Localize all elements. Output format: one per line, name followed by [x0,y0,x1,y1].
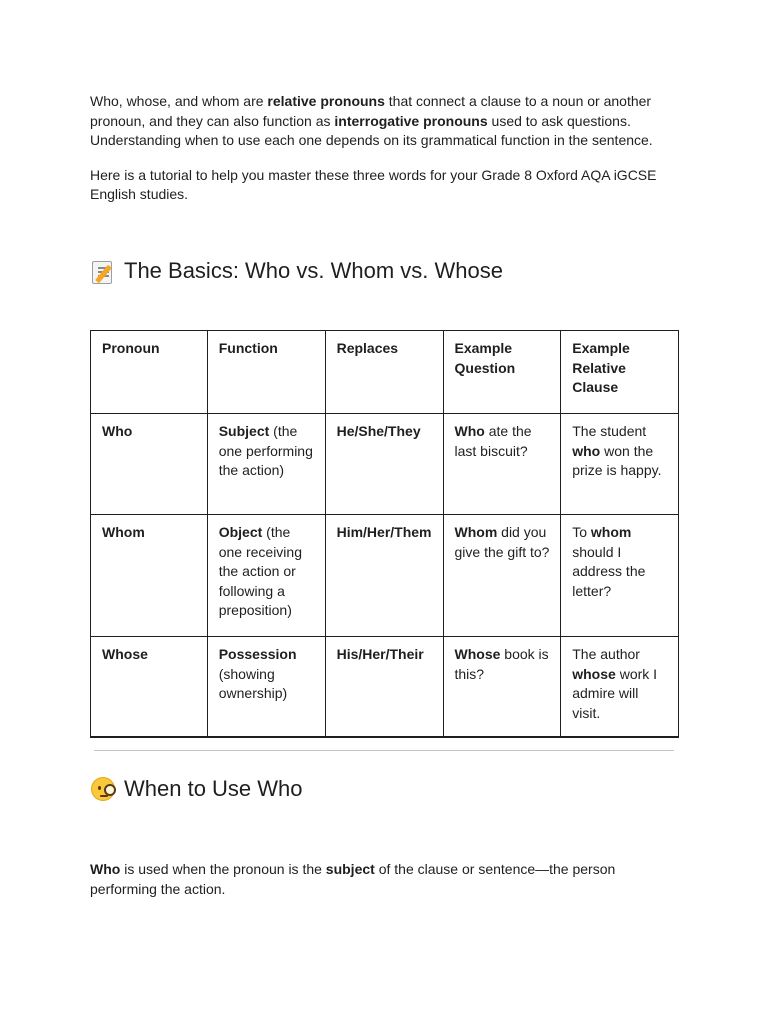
table-header-cell: Function [207,331,325,414]
function-cell: Subject (the one performing the action) [207,414,325,515]
clause-cell: The author whose work I admire will visit. [561,637,679,737]
function-cell: Object (the one receiving the action or following a preposition) [207,515,325,637]
pronoun-table [90,330,679,738]
table-header-cell: Example Relative Clause [561,331,679,414]
memo-icon [90,258,116,284]
section-title: The Basics: Who vs. Whom vs. Whose [124,258,503,283]
table-row [91,515,679,637]
document-page [90,92,680,897]
pronoun-cell: Who [91,414,208,515]
monocle-face-icon [90,776,116,802]
table-row [91,414,679,515]
table-header-row [91,331,679,414]
table-header-cell: Replaces [325,331,443,414]
intro-paragraph-1: Who, whose, and whom are relative pronouns that connect a clause to a noun or another pronoun, and they can also function as interrogative pronouns used to ask questions. Understanding when to use each one depends on its grammatical function in the sentence. [90,93,653,148]
clause-cell: To whom should I address the letter? [561,515,679,637]
table-row [91,637,679,737]
table-header-cell: Example Question [443,331,561,414]
replaces-cell: His/Her/Their [325,637,443,737]
pronoun-cell: Whose [91,637,208,737]
section-heading-basics [90,257,503,285]
question-cell: Who ate the last biscuit? [443,414,561,515]
replaces-cell: Him/Her/Them [325,515,443,637]
section-heading-who [90,775,303,803]
replaces-cell: He/She/They [325,414,443,515]
question-cell: Whose book is this? [443,637,561,737]
question-cell: Whom did you give the gift to? [443,515,561,637]
intro-paragraph-2: Here is a tutorial to help you master these three words for your Grade 8 Oxford AQA iGCSE English studies. [90,166,657,202]
table-header-cell: Pronoun [91,331,208,414]
section-title: When to Use Who [124,776,303,801]
clause-cell: The student who won the prize is happy. [561,414,679,515]
function-cell: Possession (showing ownership) [207,637,325,737]
pronoun-cell: Whom [91,515,208,637]
horizontal-divider [94,750,674,751]
who-paragraph: Who is used when the pronoun is the subject of the clause or sentence—the person performing the action. [90,861,616,897]
